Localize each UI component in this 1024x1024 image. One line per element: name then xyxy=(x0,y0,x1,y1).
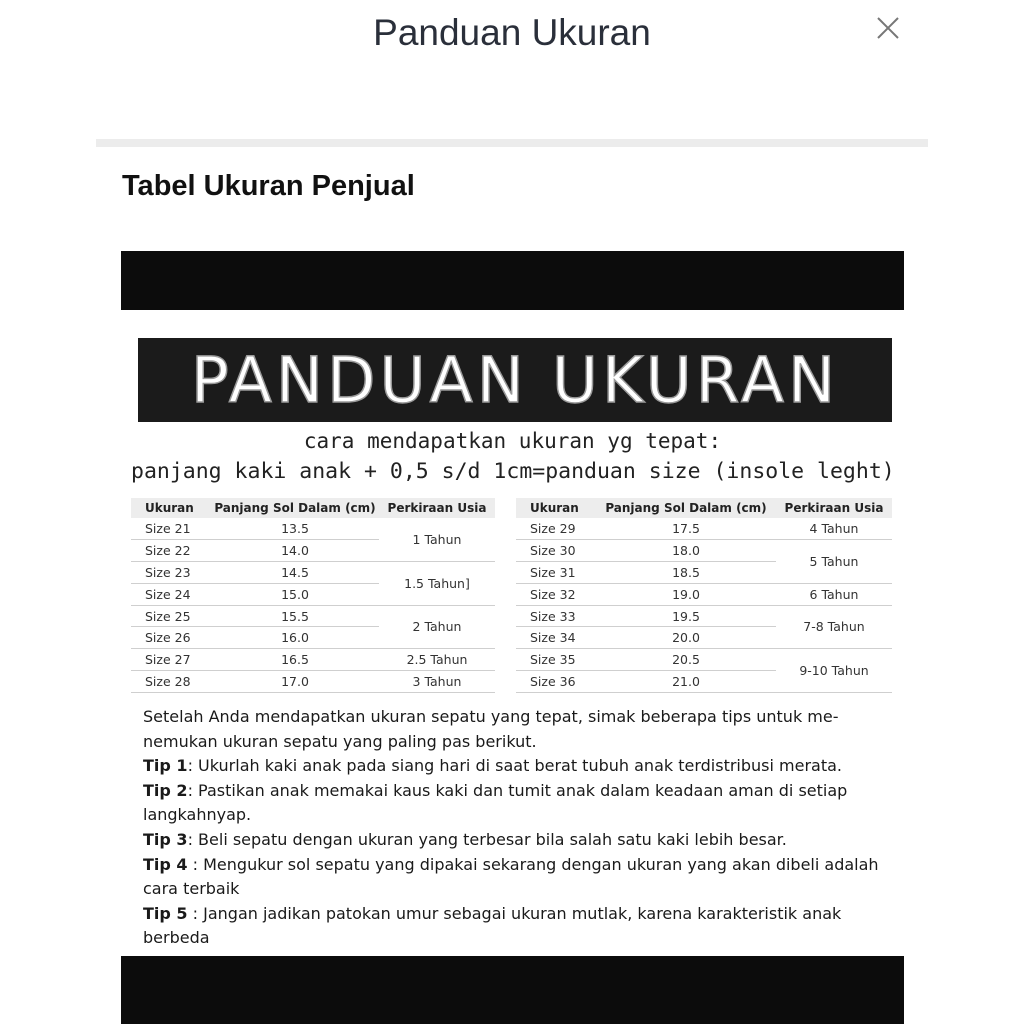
table-header-row xyxy=(516,498,892,518)
size-cell: Size 26 xyxy=(131,627,211,649)
table-row xyxy=(131,561,495,583)
length-cell: 20.5 xyxy=(596,649,776,671)
section-title: Tabel Ukuran Penjual xyxy=(122,170,415,202)
header-age: Perkiraan Usia xyxy=(776,498,892,518)
table-row xyxy=(516,518,892,539)
header-age: Perkiraan Usia xyxy=(379,498,495,518)
tip-label: Tip 3 xyxy=(143,829,188,849)
tip-label: Tip 2 xyxy=(143,780,188,800)
length-cell: 19.0 xyxy=(596,583,776,605)
size-cell: Size 23 xyxy=(131,561,211,583)
image-top-bar xyxy=(121,251,904,310)
length-cell: 20.0 xyxy=(596,627,776,649)
tip-separator: : xyxy=(187,829,199,849)
size-cell: Size 31 xyxy=(516,561,596,583)
length-cell: 15.5 xyxy=(211,605,379,627)
length-cell: 18.5 xyxy=(596,561,776,583)
age-cell: 1.5 Tahun] xyxy=(379,561,495,605)
tip-item xyxy=(143,902,883,951)
table-row xyxy=(131,518,495,539)
tip-text: Ukurlah kaki anak pada siang hari di saat berat tubuh anak terdistribusi merata. xyxy=(198,756,843,776)
age-cell: 7-8 Tahun xyxy=(776,605,892,649)
length-cell: 21.0 xyxy=(596,671,776,693)
close-button[interactable] xyxy=(872,12,904,44)
size-cell: Size 25 xyxy=(131,605,211,627)
age-cell: 3 Tahun xyxy=(379,671,495,693)
size-cell: Size 36 xyxy=(516,671,596,693)
modal-title: Panduan Ukuran xyxy=(373,12,651,53)
size-cell: Size 28 xyxy=(131,671,211,693)
age-cell: 9-10 Tahun xyxy=(776,649,892,693)
tip-text: Jangan jadikan patokan umur sebagai ukuran mutlak, karena karakteristik anak berbeda xyxy=(143,903,842,948)
age-cell: 2 Tahun xyxy=(379,605,495,649)
table-row xyxy=(131,671,495,693)
age-cell: 1 Tahun xyxy=(379,518,495,561)
guide-subtitle: cara mendapatkan ukuran yg tepat: xyxy=(303,429,722,453)
banner-title: PANDUAN UKURAN xyxy=(190,343,840,417)
length-cell: 13.5 xyxy=(211,518,379,539)
image-bottom-bar xyxy=(121,956,904,1024)
close-icon[interactable] xyxy=(872,12,904,44)
header-size: Ukuran xyxy=(131,498,211,518)
divider xyxy=(96,139,928,147)
length-cell: 15.0 xyxy=(211,583,379,605)
tip-separator: : xyxy=(187,756,199,776)
tip-item xyxy=(143,853,883,902)
guide-formula: panjang kaki anak + 0,5 s/d 1cm=panduan size (insole leght) xyxy=(131,459,895,484)
age-cell: 6 Tahun xyxy=(776,583,892,605)
length-cell: 16.5 xyxy=(211,649,379,671)
size-table-right xyxy=(516,498,892,693)
table-row xyxy=(131,605,495,627)
size-cell: Size 33 xyxy=(516,605,596,627)
tip-separator: : xyxy=(187,903,204,923)
length-cell: 14.5 xyxy=(211,561,379,583)
size-cell: Size 29 xyxy=(516,518,596,539)
size-cell: Size 22 xyxy=(131,539,211,561)
tip-label: Tip 5 xyxy=(143,903,188,923)
length-cell: 17.5 xyxy=(596,518,776,539)
age-cell: 5 Tahun xyxy=(776,539,892,583)
age-cell: 2.5 Tahun xyxy=(379,649,495,671)
tip-item xyxy=(143,754,883,779)
tip-text: Beli sepatu dengan ukuran yang terbesar bila salah satu kaki lebih besar. xyxy=(198,829,787,849)
tip-label: Tip 4 xyxy=(143,854,188,874)
tip-item xyxy=(143,779,883,828)
size-cell: Size 30 xyxy=(516,539,596,561)
size-cell: Size 34 xyxy=(516,627,596,649)
length-cell: 16.0 xyxy=(211,627,379,649)
size-cell: Size 35 xyxy=(516,649,596,671)
size-cell: Size 21 xyxy=(131,518,211,539)
age-cell: 4 Tahun xyxy=(776,518,892,539)
tips-list xyxy=(143,754,883,951)
tip-item xyxy=(143,828,883,853)
size-cell: Size 32 xyxy=(516,583,596,605)
guide-banner xyxy=(138,338,892,422)
header-length: Panjang Sol Dalam (cm) xyxy=(596,498,776,518)
table-row xyxy=(516,539,892,561)
table-row xyxy=(516,583,892,605)
tip-label: Tip 1 xyxy=(143,756,188,776)
table-row xyxy=(516,605,892,627)
header-size: Ukuran xyxy=(516,498,596,518)
header-length: Panjang Sol Dalam (cm) xyxy=(211,498,379,518)
table-row xyxy=(131,649,495,671)
tips-intro: Setelah Anda mendapatkan ukuran sepatu yang tepat, simak beberapa tips untuk me-nemukan ukuran sepatu yang paling pas berikut. xyxy=(143,707,839,751)
tip-separator: : xyxy=(187,780,199,800)
length-cell: 18.0 xyxy=(596,539,776,561)
table-header-row xyxy=(131,498,495,518)
size-guide-image xyxy=(121,251,904,1024)
length-cell: 17.0 xyxy=(211,671,379,693)
tip-text: Mengukur sol sepatu yang dipakai sekarang dengan ukuran yang akan dibeli adalah cara terbaik xyxy=(143,854,879,899)
tips-block xyxy=(143,705,883,951)
tip-separator: : xyxy=(187,854,204,874)
table-row xyxy=(516,649,892,671)
tip-text: Pastikan anak memakai kaus kaki dan tumit anak dalam keadaan aman di setiap langkahnyap. xyxy=(143,780,848,825)
size-table-left xyxy=(131,498,495,693)
size-cell: Size 27 xyxy=(131,649,211,671)
size-cell: Size 24 xyxy=(131,583,211,605)
length-cell: 14.0 xyxy=(211,539,379,561)
length-cell: 19.5 xyxy=(596,605,776,627)
